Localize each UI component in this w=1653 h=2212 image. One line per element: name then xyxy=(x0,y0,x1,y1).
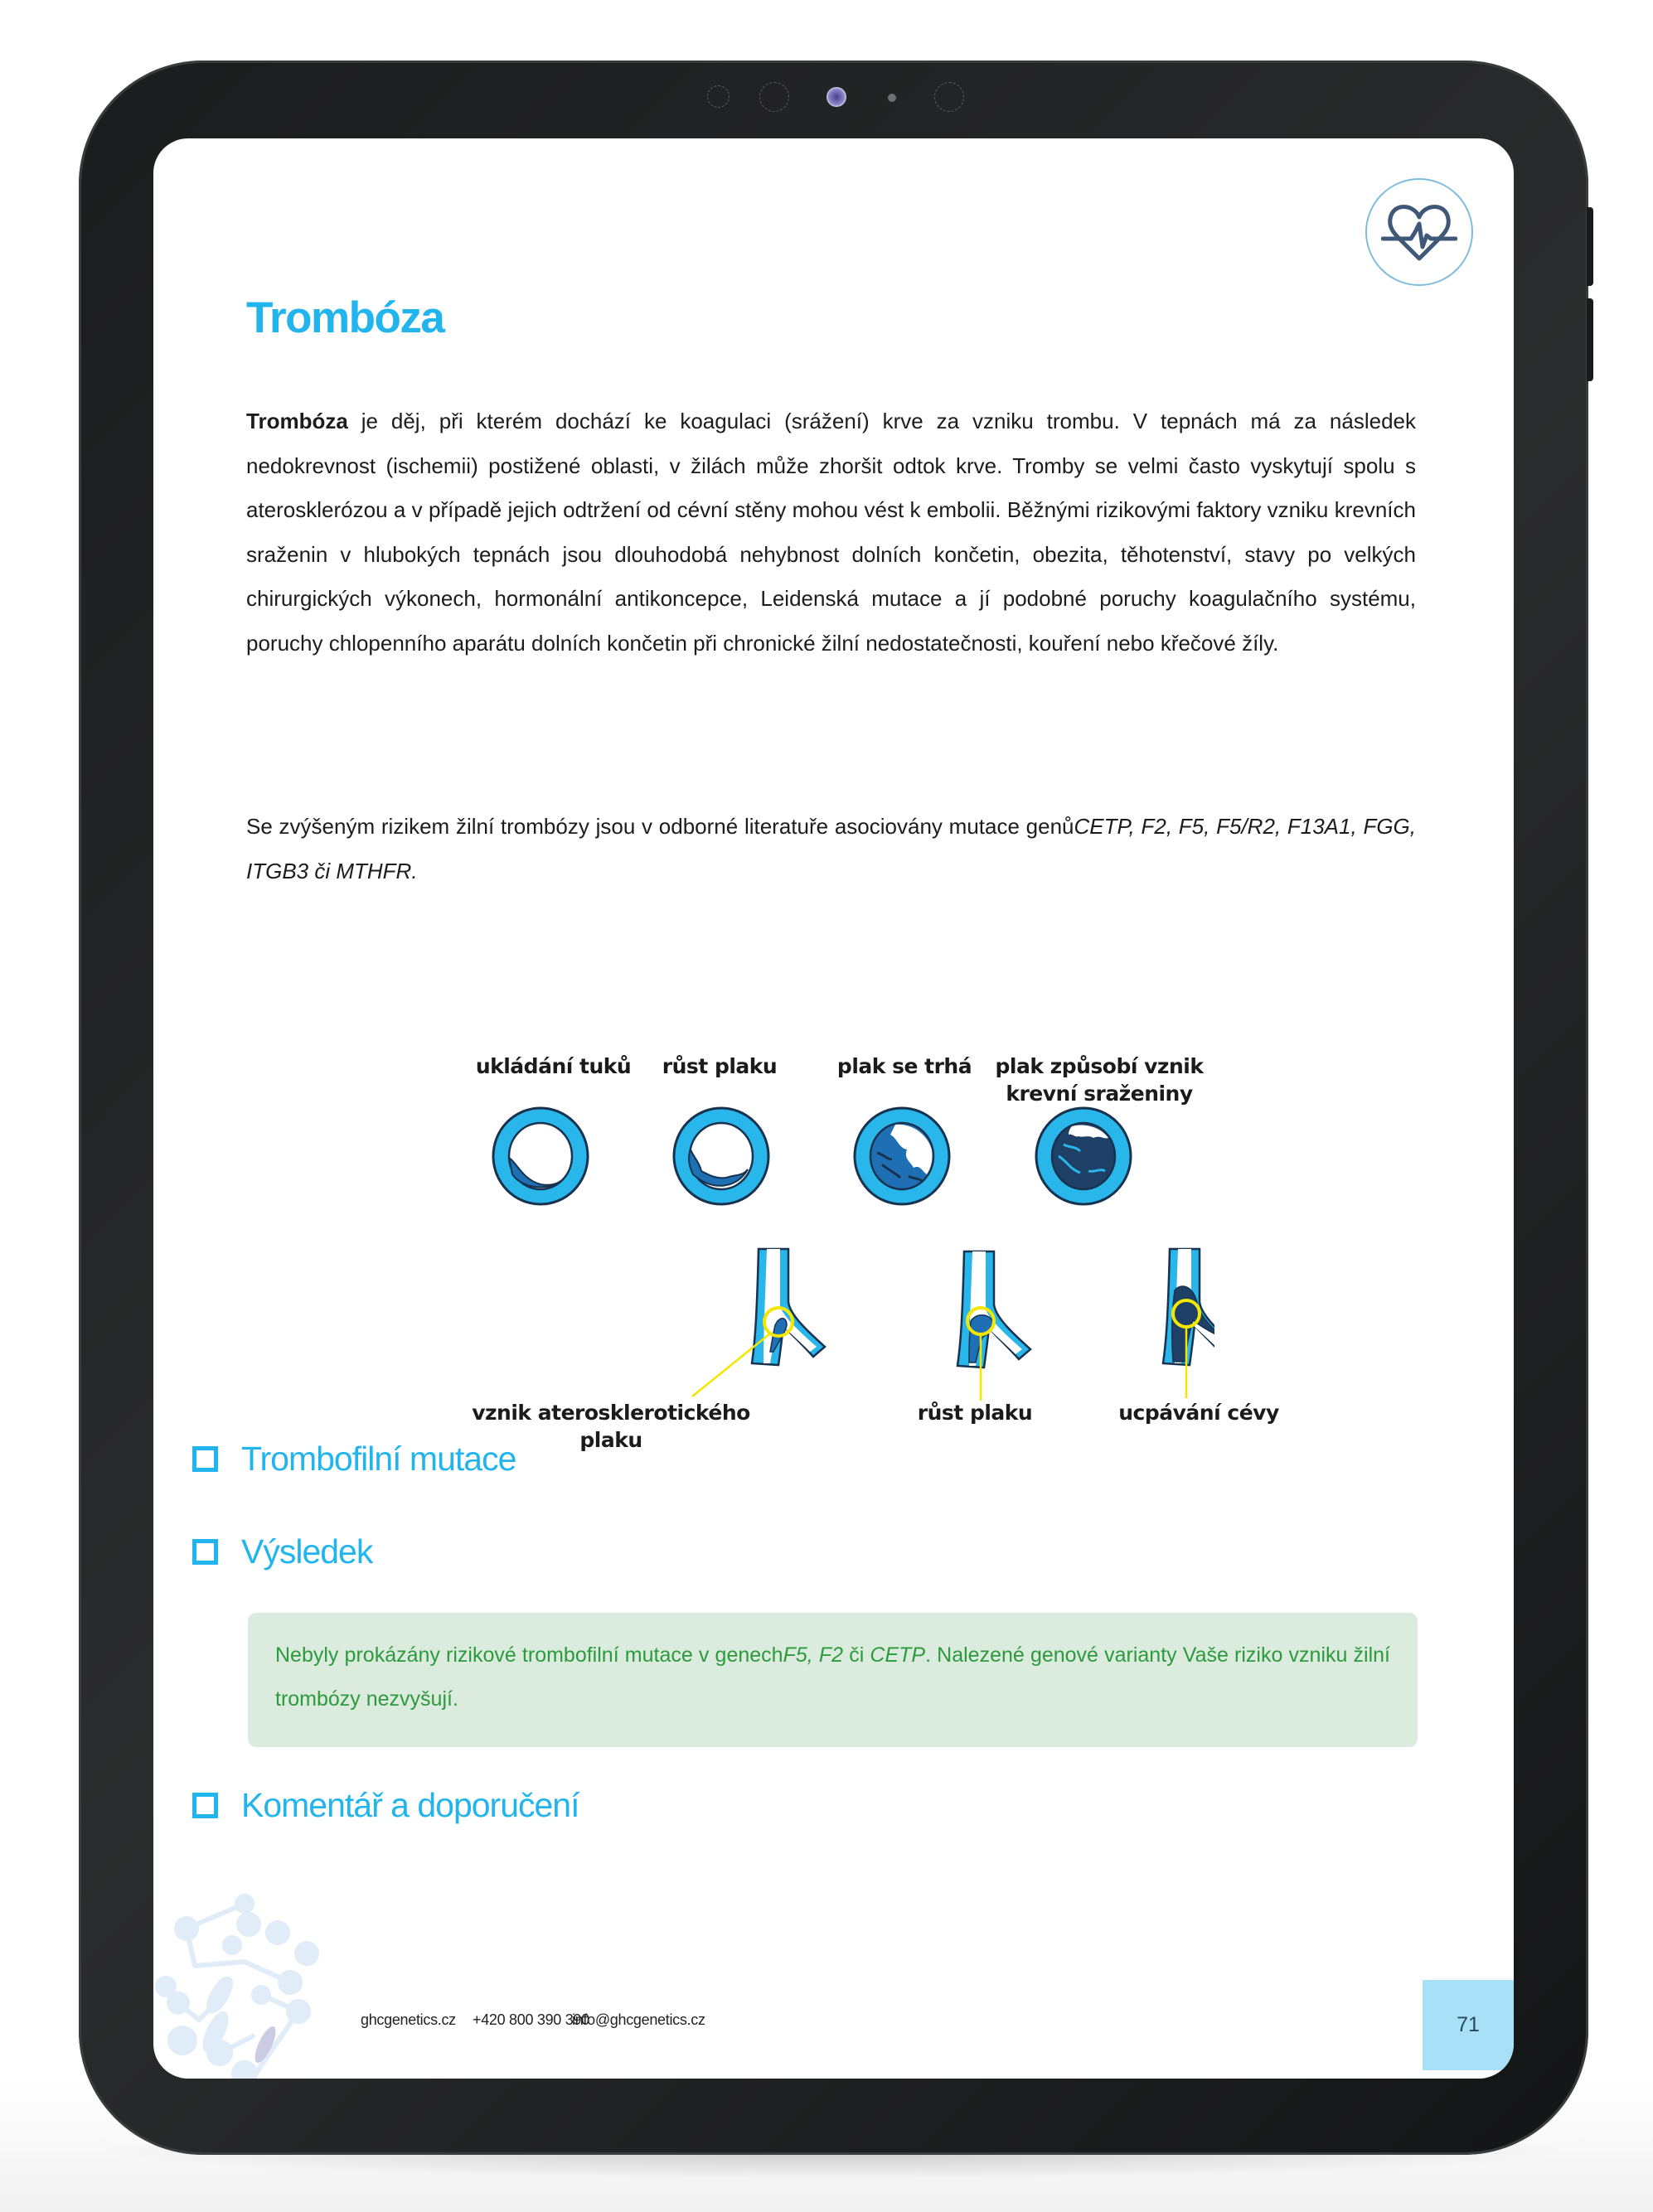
volume-up-button xyxy=(1587,207,1593,286)
front-camera-icon xyxy=(826,87,846,107)
callout-line xyxy=(692,1333,770,1396)
diagram-label-plaque-formation: vznik aterosklerotického plaku xyxy=(472,1401,750,1452)
intro-text: je děj, při kterém dochází ke koagulaci (srážení) krve za vzniku trombu. V tepnách má za následek nedokrevnost (ischemii) postižené oblasti, v žilách může zhoršit odtok krve. Tromby se velmi často vyskytují spolu s aterosklerózou a v případě jejich odtržení od cévní stěny mohou vést k embolii. Běžnými rizikovými faktory vzniku krevních sraženin v hlubokých tepnách jsou dlouhodobá nehybnost dolních končetin, obezita, těhotenství, stavy po velkých chirurgických výkonech, hormonální antikoncepce, Leidenská mutace a jí podobné poruchy koagulačního systému, poruchy chlopenního aparátu dolních končetin při chronické žilní nedostatečnosti, kouření nebo křečové žíly. xyxy=(246,409,1416,656)
section-heading-text: Výsledek xyxy=(241,1532,373,1571)
vessel-bifurcation-2 xyxy=(957,1251,1030,1401)
vessel-bifurcation-3 xyxy=(1163,1249,1214,1398)
footer-phone[interactable]: +420 800 390 390 xyxy=(473,2011,589,2028)
genes-intro-text: Se zvýšeným rizikem žilní trombózy jsou v odborné literatuře asociovány mutace genů xyxy=(246,814,1074,839)
genes-paragraph xyxy=(246,805,1416,893)
diagram-label-clot-formation: plak způsobí vznik krevní sraženiny xyxy=(995,1054,1204,1106)
atherosclerosis-diagram xyxy=(468,901,1279,1464)
heart-pulse-icon xyxy=(1381,199,1457,265)
intro-lead: Trombóza xyxy=(246,409,348,433)
sensor-ring-icon xyxy=(707,85,730,108)
section-thrombophilic-mutations[interactable] xyxy=(192,1440,516,1479)
section-checkbox[interactable] xyxy=(192,1446,218,1472)
molecule-decoration-icon xyxy=(153,1887,344,2079)
cross-section-fat xyxy=(493,1108,588,1204)
section-checkbox[interactable] xyxy=(192,1793,218,1818)
diagram-label-vessel-occlusion: ucpávání cévy xyxy=(1118,1401,1279,1425)
result-genes-b: CETP xyxy=(870,1643,926,1667)
diagram-label-plaque-rupture: plak se trhá xyxy=(836,1054,972,1078)
result-text xyxy=(275,1634,1390,1721)
vessel-bifurcation-1 xyxy=(692,1249,825,1396)
volume-down-button xyxy=(1587,298,1593,381)
heart-pulse-badge xyxy=(1365,178,1473,286)
result-text-after: . Nalezené genové varianty Vaše riziko vzniku žilní trombózy nezvyšují. xyxy=(275,1643,1390,1711)
section-heading-text: Trombofilní mutace xyxy=(241,1440,516,1478)
section-comment-recommendation[interactable] xyxy=(192,1786,579,1825)
gene-list: CETP, F2, F5, F5/R2, F13A1, FGG, ITGB3 či MTHFR. xyxy=(246,814,1416,883)
intro-paragraph xyxy=(246,399,1416,666)
page-number: 71 xyxy=(1457,2013,1480,2036)
page-number-badge xyxy=(1423,1980,1514,2070)
section-checkbox[interactable] xyxy=(192,1539,218,1565)
sensor-ring-icon xyxy=(759,82,789,112)
diagram-graphics xyxy=(468,901,1214,1464)
sensor-ring-icon xyxy=(934,82,964,112)
cross-section-growth xyxy=(674,1108,768,1204)
section-result[interactable] xyxy=(192,1532,372,1571)
cross-section-rupture xyxy=(855,1108,949,1204)
cross-section-clot xyxy=(1036,1108,1131,1204)
result-joiner: či xyxy=(843,1643,870,1667)
document-page xyxy=(153,138,1514,2079)
footer-website-link[interactable]: ghcgenetics.cz xyxy=(361,2011,456,2028)
result-box xyxy=(248,1613,1418,1747)
footer-email-link[interactable]: info@ghcgenetics.cz xyxy=(572,2011,705,2028)
diagram-label-plaque-growth-2: růst plaku xyxy=(917,1401,1033,1425)
page-title: Trombóza xyxy=(246,293,444,342)
result-text-before: Nebyly prokázány rizikové trombofilní mutace v genech xyxy=(275,1643,783,1667)
diagram-label-fat-deposit: ukládání tuků xyxy=(475,1054,632,1078)
result-genes-a: F5, F2 xyxy=(783,1643,844,1667)
light-sensor-icon xyxy=(888,94,896,102)
section-heading-text: Komentář a doporučení xyxy=(241,1786,579,1824)
diagram-label-plaque-growth: růst plaku xyxy=(662,1054,778,1078)
